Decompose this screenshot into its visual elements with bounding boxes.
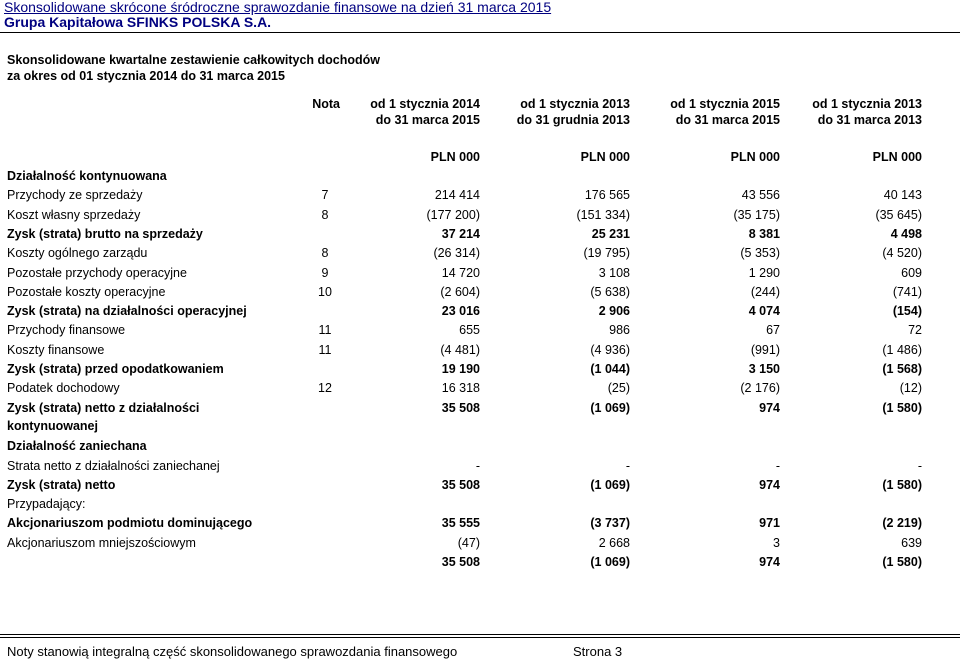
currency-row [0, 148, 960, 167]
row-value: 14 720 [441, 266, 480, 280]
column-header-2-line2: do 31 grudnia 2013 [516, 113, 630, 127]
row-label: Akcjonariuszom podmiotu dominującego [7, 516, 253, 530]
column-header-1-line2: do 31 marca 2015 [375, 113, 480, 127]
column-header-1 [340, 96, 480, 128]
column-header-1-line1: od 1 stycznia 2014 [370, 97, 480, 111]
row-value: 971 [759, 516, 780, 530]
row-value: 4 074 [748, 304, 780, 318]
column-header-2 [490, 96, 630, 128]
table-row [0, 225, 960, 244]
row-value: (154) [892, 304, 922, 318]
row-value: 35 508 [441, 555, 480, 569]
row-value: 655 [459, 323, 480, 337]
table-row [0, 283, 960, 302]
footer-note: Noty stanowią integralną część skonsolidowanego sprawozdania finansowego [7, 644, 458, 659]
nota-column-header: Nota [312, 97, 340, 111]
header-divider [0, 32, 960, 33]
column-header-4-line2: do 31 marca 2013 [817, 113, 922, 127]
row-value: 8 381 [748, 227, 780, 241]
row-nota: 11 [318, 343, 332, 357]
table-row [0, 399, 960, 437]
row-label: Koszt własny sprzedaży [7, 208, 141, 222]
row-value: 4 498 [890, 227, 922, 241]
row-value: 639 [901, 536, 922, 550]
row-value: 37 214 [441, 227, 480, 241]
row-label: Pozostałe koszty operacyjne [7, 285, 166, 299]
row-nota: 8 [321, 246, 329, 260]
table-row [0, 206, 960, 225]
table-row [0, 167, 960, 186]
document-title: Skonsolidowane skrócone śródroczne sprawozdanie finansowe na dzień 31 marca 2015 [4, 0, 552, 15]
row-nota: 10 [318, 285, 332, 299]
row-label: Zysk (strata) brutto na sprzedaży [7, 227, 203, 241]
row-value: 974 [759, 478, 780, 492]
row-label: Akcjonariuszom mniejszościowym [7, 536, 196, 550]
row-value: (4 481) [440, 343, 480, 357]
table-row [0, 302, 960, 321]
row-value: - [475, 459, 480, 473]
row-value: (12) [899, 381, 922, 395]
row-label: Działalność zaniechana [7, 439, 147, 453]
row-value: (2 219) [882, 516, 922, 530]
row-value: (177 200) [426, 208, 480, 222]
footer-divider [0, 634, 960, 635]
row-value: (3 737) [590, 516, 630, 530]
row-value: 19 190 [441, 362, 480, 376]
row-value: (5 638) [590, 285, 630, 299]
row-label: Koszty ogólnego zarządu [7, 246, 148, 260]
table-row [0, 495, 960, 514]
row-value: 2 906 [598, 304, 630, 318]
row-value: (19 795) [583, 246, 630, 260]
row-value: 3 108 [598, 266, 630, 280]
row-value: (1 069) [590, 478, 630, 492]
currency-label: PLN 000 [430, 150, 480, 164]
row-value: (4 520) [882, 246, 922, 260]
row-value: 40 143 [883, 188, 922, 202]
row-value: (151 334) [576, 208, 630, 222]
row-label: Podatek dochodowy [7, 381, 120, 395]
statement-title: Skonsolidowane kwartalne zestawienie całkowitych dochodów za okres od 01 stycznia 2014 do 31 marca 2015 [7, 53, 381, 83]
row-value: 43 556 [741, 188, 780, 202]
row-value: (4 936) [590, 343, 630, 357]
row-label: Przychody ze sprzedaży [7, 188, 143, 202]
table-row [0, 437, 960, 456]
row-value: 3 [773, 536, 780, 550]
row-value: (1 568) [882, 362, 922, 376]
row-value: - [625, 459, 630, 473]
row-label: Zysk (strata) netto z działalności kontynuowanej [7, 401, 200, 433]
row-value: (1 580) [882, 555, 922, 569]
row-value: (741) [892, 285, 922, 299]
row-value: (1 580) [882, 401, 922, 415]
table-row [0, 457, 960, 476]
row-value: 986 [609, 323, 630, 337]
row-nota: 11 [318, 323, 332, 337]
row-value: 974 [759, 555, 780, 569]
row-label: Zysk (strata) na działalności operacyjnej [7, 304, 247, 318]
row-value: (1 580) [882, 478, 922, 492]
company-name: Grupa Kapitałowa SFINKS POLSKA S.A. [4, 14, 272, 30]
currency-label: PLN 000 [730, 150, 780, 164]
row-value: (2 604) [440, 285, 480, 299]
column-header-3-line1: od 1 stycznia 2015 [670, 97, 780, 111]
row-value: (26 314) [433, 246, 480, 260]
row-value: 1 290 [748, 266, 780, 280]
row-label: Koszty finansowe [7, 343, 105, 357]
table-row [0, 360, 960, 379]
row-value: 35 555 [441, 516, 480, 530]
row-value: (1 069) [590, 555, 630, 569]
currency-label: PLN 000 [872, 150, 922, 164]
column-header-4 [782, 96, 922, 128]
table-row [0, 264, 960, 283]
column-header-4-line1: od 1 stycznia 2013 [812, 97, 922, 111]
row-value: (47) [457, 536, 480, 550]
row-value: (25) [607, 381, 630, 395]
row-value: 974 [759, 401, 780, 415]
row-value: 609 [901, 266, 922, 280]
row-value: (2 176) [740, 381, 780, 395]
row-value: 72 [908, 323, 922, 337]
row-nota: 12 [318, 381, 332, 395]
row-value: 67 [766, 323, 780, 337]
row-value: 35 508 [441, 478, 480, 492]
row-label: Zysk (strata) netto [7, 478, 116, 492]
row-value: (1 069) [590, 401, 630, 415]
table-row [0, 514, 960, 533]
row-nota: 8 [321, 208, 329, 222]
row-value: - [917, 459, 922, 473]
table-row [0, 476, 960, 495]
row-nota: 7 [321, 188, 329, 202]
row-value: 2 668 [598, 536, 630, 550]
row-value: 214 414 [434, 188, 480, 202]
row-value: (1 486) [882, 343, 922, 357]
table-row [0, 341, 960, 360]
row-value: - [775, 459, 780, 473]
currency-label: PLN 000 [580, 150, 630, 164]
column-header-3-line2: do 31 marca 2015 [675, 113, 780, 127]
row-value: (35 175) [733, 208, 780, 222]
row-value: 23 016 [441, 304, 480, 318]
row-value: 3 150 [748, 362, 780, 376]
table-row [0, 244, 960, 263]
row-value: (5 353) [740, 246, 780, 260]
footer-divider [0, 637, 960, 638]
table-row [0, 321, 960, 340]
row-value: (991) [750, 343, 780, 357]
row-value: (244) [750, 285, 780, 299]
row-value: 35 508 [441, 401, 480, 415]
row-value: (1 044) [590, 362, 630, 376]
row-label: Przychody finansowe [7, 323, 126, 337]
row-label: Strata netto z działalności zaniechanej [7, 459, 220, 473]
table-row [0, 379, 960, 398]
row-value: (35 645) [875, 208, 922, 222]
column-header-3 [640, 96, 780, 128]
row-label: Przypadający: [7, 497, 86, 511]
row-value: 25 231 [591, 227, 630, 241]
page-number: Strona 3 [573, 644, 623, 659]
row-label: Pozostałe przychody operacyjne [7, 266, 187, 280]
row-nota: 9 [321, 266, 329, 280]
row-value: 176 565 [584, 188, 630, 202]
row-value: 16 318 [441, 381, 480, 395]
row-label: Zysk (strata) przed opodatkowaniem [7, 362, 224, 376]
table-row [0, 553, 960, 572]
column-header-2-line1: od 1 stycznia 2013 [520, 97, 630, 111]
table-row [0, 186, 960, 205]
table-row [0, 534, 960, 553]
row-label: Działalność kontynuowana [7, 169, 167, 183]
